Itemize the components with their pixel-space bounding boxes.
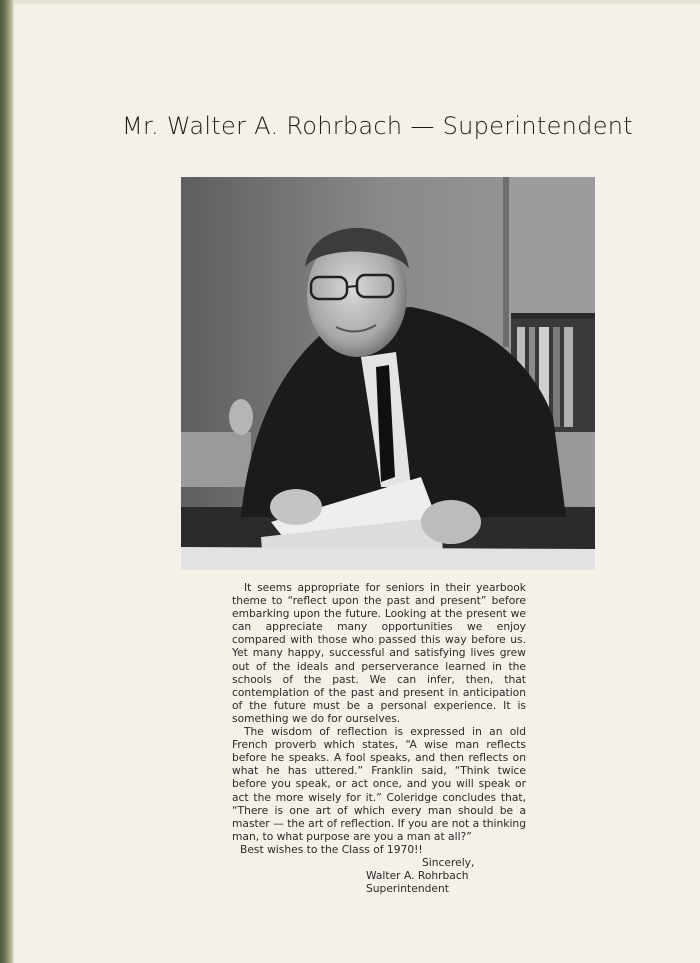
page-title: Mr. Walter A. Rohrbach — Superintendent xyxy=(122,112,633,140)
book-spine-edge xyxy=(0,0,14,963)
letter-closing: Best wishes to the Class of 1970!! xyxy=(240,842,423,856)
signer-name: Walter A. Rohrbach xyxy=(366,869,469,883)
letter-paragraph: The wisdom of reflection is expressed in an old French proverb which states, “A wise man reflects before he speaks. A fool speaks, and then reflects on what he has uttered.” Franklin said, “Think twice before you speak, or act once, and you will speak or act the more wisely for it.” Coleridge concludes that, “There is one art of which every man should be a master — the art of reflection. If you are not a thinking man, to what purpose are you a man at all?” xyxy=(232,725,526,843)
signoff: Sincerely, xyxy=(422,855,475,869)
signer-title: Superintendent xyxy=(366,882,449,896)
signature-block xyxy=(366,856,526,895)
superintendent-portrait-photo xyxy=(181,177,595,570)
superintendent-letter xyxy=(232,581,526,895)
page-top-edge xyxy=(14,0,700,4)
letter-paragraph: It seems appropriate for seniors in their yearbook theme to “reflect upon the past and present” before embarking upon the future. Looking at the present we can appreciate many opportunities we enjoy compared with those who passed this way before us. Yet many happy, successful and satisfying lives grew out of the ideals and perserverance learned in the schools of the past. We can infer, then, that contemplation of the past and present in anticipation of the future must be a personal experience. It is something we do for ourselves. xyxy=(232,581,526,725)
